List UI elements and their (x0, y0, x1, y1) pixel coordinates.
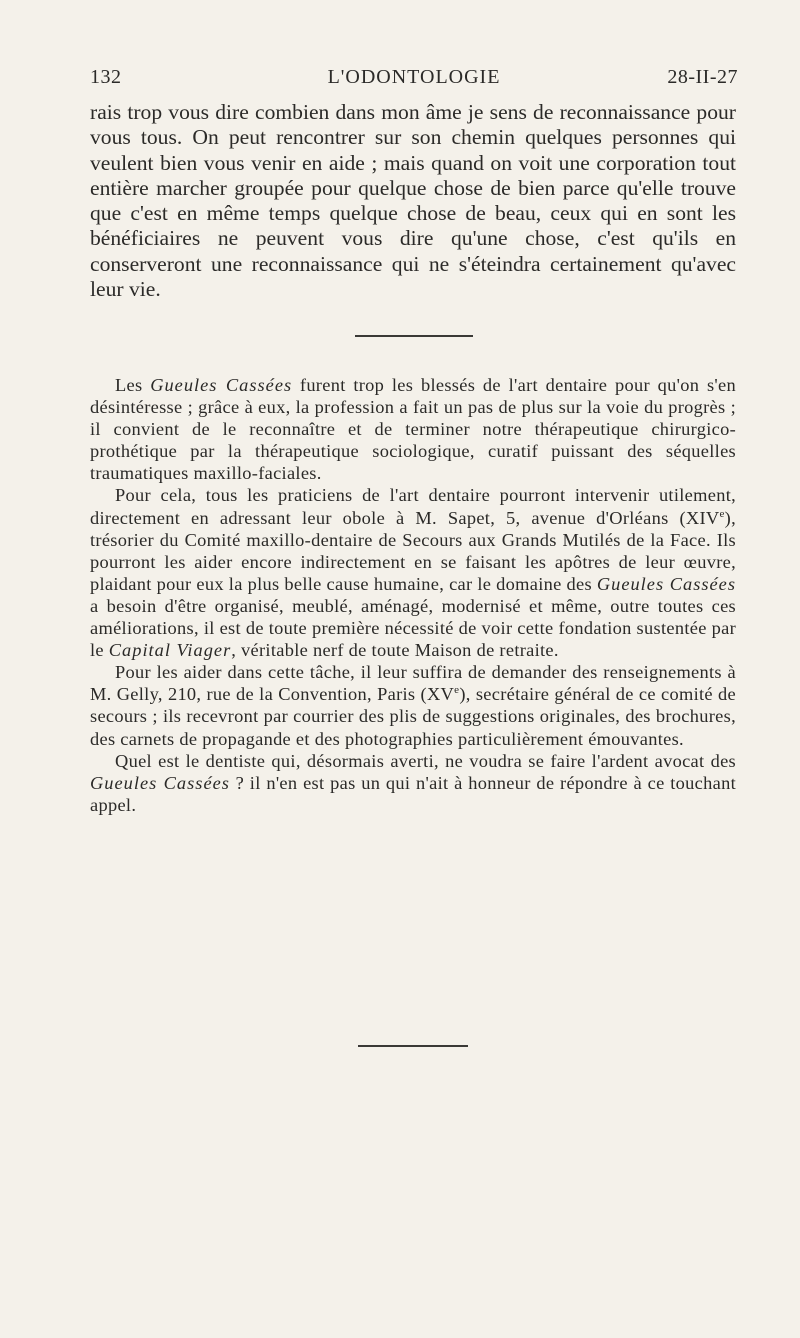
text-run: furent trop les blessés de l'art dentaire pour qu'on s'en désintéresse ; grâce à eux, la profession a fait un pas de plus sur la voie du progrès ; il convient de le reconnaître et de terminer notre thérapeutique chirurgico-prothétique par la thérapeutique sociologique, curatif puissant des séquelles traumatiques maxillo-faciales. (90, 375, 736, 484)
note-paragraph-4 (90, 750, 736, 816)
text-run: , véritable nerf de toute Maison de retraite. (231, 640, 559, 661)
italic-text-run: Gueules Cassées (150, 375, 293, 395)
superscript: e (454, 684, 460, 697)
italic-text-run: Gueules Cassées (90, 772, 230, 793)
text-run: ), secrétaire général de ce comité de secours ; ils recevront par courrier des plis de suggestions originales, des brochures, des carnets de propagande et des photographies particulièrement émouvantes. (90, 684, 736, 749)
note-paragraph-1 (90, 374, 736, 484)
running-header (90, 66, 738, 96)
note-paragraph-2 (90, 484, 736, 661)
note-paragraph-3 (90, 661, 736, 749)
text-run: Les (115, 375, 151, 395)
section-divider (355, 335, 473, 337)
superscript: e (719, 507, 725, 520)
lead-paragraph: rais trop vous dire combien dans mon âme je sens de reconnaissance pour vous tous. On peut rencontrer sur son chemin quelques personnes qui veulent bien vous venir en aide ; mais quand on voit une corporation tout entière marcher groupée pour quelque chose de bien parce qu'elle trouve que c'est en même temps quelque chose de beau, ceux qui en sont les bénéficiaires ne peuvent vous dire qu'une chose, c'est qu'ils en conserveront une reconnaissance qui ne s'éteindra certainement qu'avec leur vie. (90, 100, 736, 302)
issue-date: 28-II-27 (667, 66, 738, 88)
lead-text-block (90, 100, 736, 302)
text-run: a besoin d'être organisé, meublé, aménagé, modernisé et même, outre toutes ces améliorations, il est de toute première nécessité de voir cette fondation sustentée par le (90, 595, 736, 661)
note-text-block (90, 374, 736, 816)
text-run: Pour les aider dans cette tâche, il leur suffira de demander des renseignements à M. Gelly, 210, rue de la Convention, Paris (XV (90, 662, 736, 705)
end-divider (358, 1045, 468, 1047)
text-run: Quel est le dentiste qui, désormais averti, ne voudra se faire l'ardent avocat des (115, 750, 736, 771)
text-run: Pour cela, tous les praticiens de l'art dentaire pourront intervenir utilement, directement en adressant leur obole à M. Sapet, 5, avenue d'Orléans (XIV (90, 485, 736, 528)
journal-title: L'ODONTOLOGIE (327, 66, 501, 88)
italic-text-run: Capital Viager (108, 640, 232, 661)
page-number: 132 (90, 66, 122, 88)
italic-text-run: Gueules Cassées (596, 573, 736, 594)
text-run: ? il n'en est pas un qui n'ait à honneur de répondre à ce touchant appel. (90, 772, 736, 815)
text-run: ), trésorier du Comité maxillo-dentaire de Secours aux Grands Mutilés de la Face. Ils pourront les aider encore indirectement en se faisant les apôtres de leur œuvre, plaidant pour eux la plus belle cause humaine, car le domaine des (90, 507, 736, 594)
